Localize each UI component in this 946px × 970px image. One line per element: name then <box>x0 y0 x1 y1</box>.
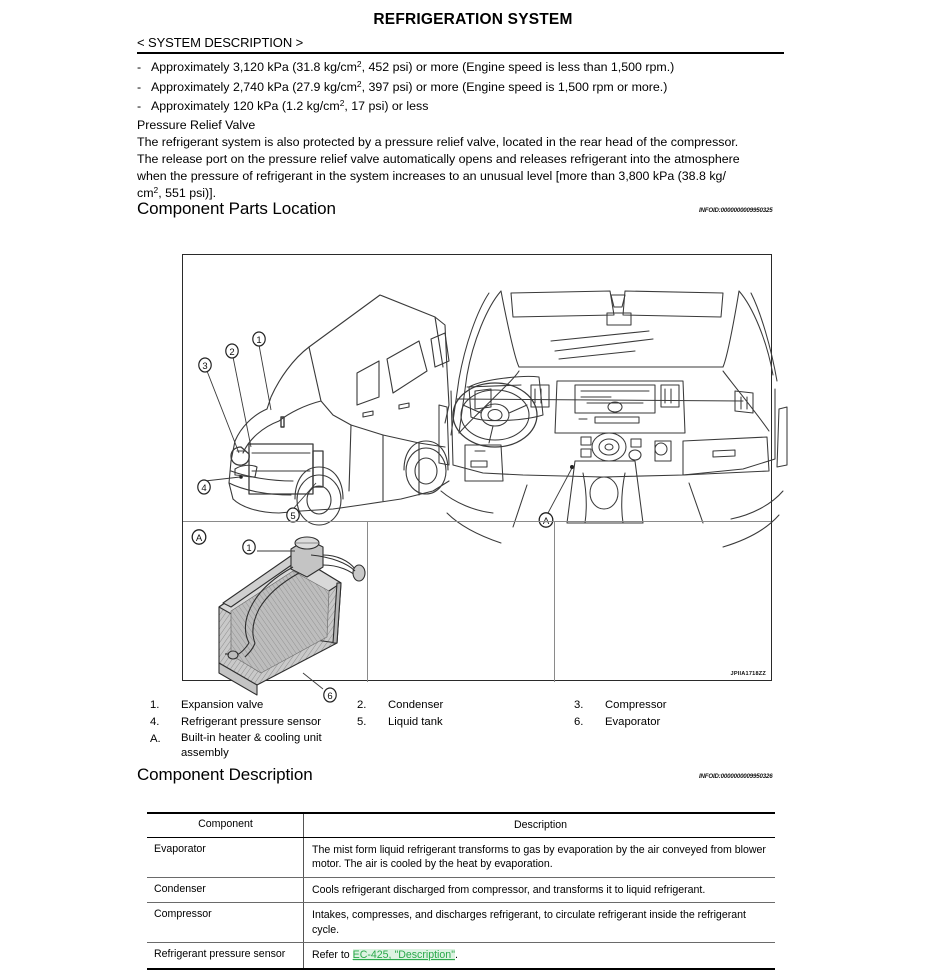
figure-divider-vertical-1 <box>367 521 368 682</box>
component-description-heading: Component Description <box>137 765 313 784</box>
cell-component: Compressor <box>147 903 304 942</box>
legend-label: Evaporator <box>605 716 661 728</box>
illustration-svg <box>183 255 769 702</box>
paragraph-line: when the pressure of refrigerant in the system increases to an unusual level [more than 3,800 kPa (38.8 kg/ <box>137 169 726 184</box>
column-header-description: Description <box>514 819 567 831</box>
table-header-row <box>147 814 775 837</box>
svg-text:3: 3 <box>202 361 208 372</box>
infoid-parts-location: INFOID:0000000009950325 <box>699 207 773 214</box>
spec-superscript: 2 <box>356 59 362 69</box>
legend-label: Condenser <box>388 699 444 711</box>
cell-description <box>304 838 775 877</box>
component-description-table <box>147 812 775 970</box>
description-suffix: . <box>454 949 458 961</box>
spec-superscript: 2 <box>356 78 362 89</box>
header-rule <box>137 52 784 54</box>
svg-text:A: A <box>195 533 203 544</box>
legend-label: Expansion valve <box>181 699 264 711</box>
legend-label: Compressor <box>605 699 667 711</box>
legend-row <box>150 714 810 731</box>
cell-component: Refrigerant pressure sensor <box>147 943 304 968</box>
description-line: motor. The air is cooled by the heat by evaporation. <box>312 858 553 870</box>
legend-number: 6. <box>574 716 584 728</box>
spec-text-post: , 397 psi) or more (Engine speed is 1,500 rpm or more.) <box>361 79 668 94</box>
spec-text-pre: Approximately 120 kPa (1.2 kg/cm <box>151 99 340 114</box>
paragraph-line-post: , 551 psi)]. <box>158 186 217 201</box>
svg-text:5: 5 <box>290 511 296 522</box>
spec-text-post: , 452 psi) or more (Engine speed is less than 1,500 rpm.) <box>361 60 675 74</box>
column-header-component: Component <box>147 814 304 837</box>
legend-number: 2. <box>357 699 367 711</box>
page-title: REFRIGERATION SYSTEM <box>373 11 573 28</box>
svg-text:1: 1 <box>246 543 252 554</box>
pressure-spec-list <box>137 58 797 117</box>
cell-description: Intakes, compresses, and discharges refrigerant, to circulate refrigerant inside the refrigerant cycle. <box>312 909 746 936</box>
figure-id-label: JPIIA1718ZZ <box>730 671 766 677</box>
parts-legend <box>150 697 810 759</box>
svg-text:2: 2 <box>229 347 235 358</box>
callout-panel-A <box>192 530 206 544</box>
paragraph-line-pre: cm <box>137 186 154 201</box>
list-item <box>137 58 797 78</box>
legend-number: 3. <box>574 699 584 711</box>
legend-number: A. <box>150 733 161 745</box>
spec-text-post: , 17 psi) or less <box>344 99 429 114</box>
paragraph-line: The refrigerant system is also protected by a pressure relief valve, located in the rear head of the compressor. <box>137 135 739 149</box>
list-item <box>137 97 797 117</box>
cell-description: Cools refrigerant discharged from compressor, and transforms it to liquid refrigerant. <box>312 883 706 896</box>
pressure-relief-heading: Pressure Relief Valve <box>137 118 256 132</box>
spec-superscript: 2 <box>339 98 345 109</box>
cell-component: Evaporator <box>147 838 304 877</box>
svg-text:1: 1 <box>256 335 262 346</box>
cell-description <box>304 943 775 968</box>
svg-text:6: 6 <box>327 691 333 702</box>
figure-divider-horizontal <box>183 521 771 522</box>
legend-number: 5. <box>357 716 367 728</box>
infoid-component-description: INFOID:0000000009950326 <box>699 773 773 780</box>
legend-label: Liquid tank <box>388 716 443 728</box>
list-item <box>137 78 797 98</box>
svg-text:4: 4 <box>201 483 207 494</box>
component-parts-location-heading: Component Parts Location <box>137 199 336 218</box>
spec-text-pre: Approximately 3,120 kPa (31.8 kg/cm <box>151 60 357 74</box>
legend-label: Refrigerant pressure sensor <box>181 716 322 728</box>
legend-row <box>150 731 810 759</box>
table-row <box>147 943 775 968</box>
legend-label: Built-in heater & cooling unit assembly <box>181 732 322 759</box>
description-line: The mist form liquid refrigerant transforms to gas by evaporation by the air conveyed from blower <box>312 843 766 856</box>
ec-425-description-link[interactable]: EC-425, "Description" <box>352 949 455 961</box>
legend-number: 1. <box>150 699 160 711</box>
legend-number: 4. <box>150 716 160 728</box>
svg-text:A: A <box>542 516 550 527</box>
table-row <box>147 878 775 903</box>
paragraph-superscript: 2 <box>153 185 159 196</box>
section-header: < SYSTEM DESCRIPTION > <box>137 35 304 50</box>
paragraph-line: The release port on the pressure relief valve automatically opens and releases refrigerant into the atmosphere <box>137 152 740 167</box>
cell-component: Condenser <box>147 878 304 903</box>
table-bottom-rule <box>147 968 775 970</box>
spec-text-pre: Approximately 2,740 kPa (27.9 kg/cm <box>151 79 357 94</box>
bullet-dash: - <box>137 79 142 94</box>
bullet-dash: - <box>137 99 142 114</box>
bullet-dash: - <box>137 60 142 74</box>
legend-row <box>150 697 810 714</box>
figure-divider-vertical-2 <box>554 521 555 682</box>
callout-dash-A <box>539 513 553 527</box>
description-prefix: Refer to <box>312 949 353 961</box>
component-parts-illustration <box>182 254 772 702</box>
table-row <box>147 838 775 877</box>
pressure-relief-paragraph <box>137 134 789 202</box>
table-row <box>147 903 775 942</box>
